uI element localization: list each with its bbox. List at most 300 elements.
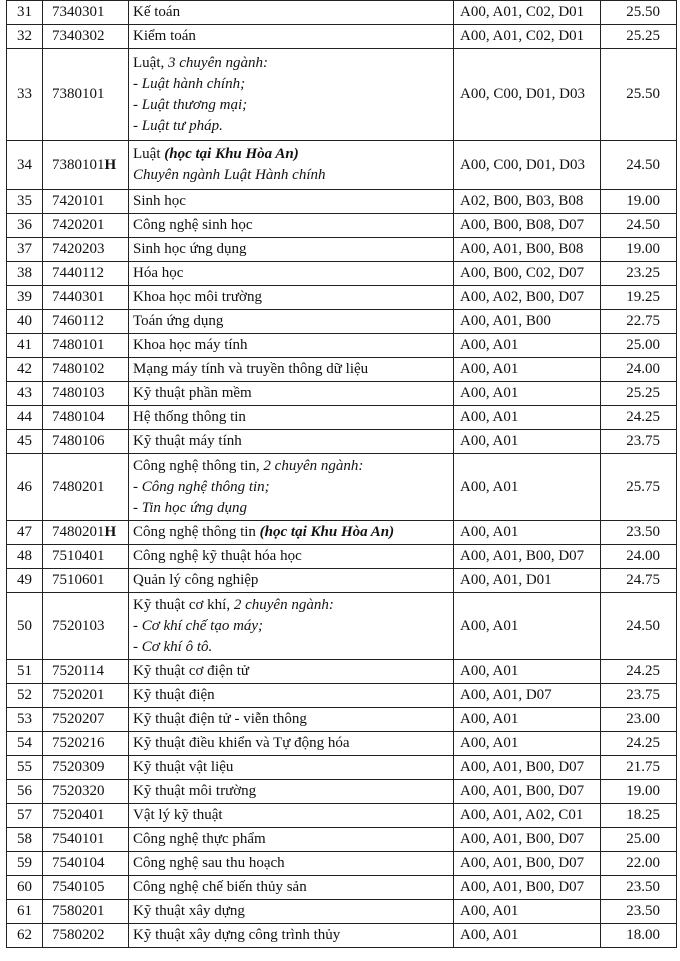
- major-code-cell: [43, 876, 129, 900]
- major-name-text: Toán ứng dụng: [133, 313, 224, 329]
- row-number: 46: [7, 454, 43, 521]
- subject-combinations: A00, A01, B00, D07: [454, 852, 601, 876]
- major-code: 7510401: [52, 548, 105, 564]
- major-name-line: [133, 570, 449, 591]
- major-name-text: Quản lý công nghiệp: [133, 572, 259, 588]
- table-row: [7, 876, 677, 900]
- subject-combinations: A00, A01, B00, D07: [454, 756, 601, 780]
- cutoff-score: 24.25: [601, 732, 677, 756]
- major-code-cell: [43, 49, 129, 141]
- row-number: 36: [7, 214, 43, 238]
- major-name-line: [133, 546, 449, 567]
- row-number: 35: [7, 190, 43, 214]
- major-code-cell: [43, 141, 129, 190]
- row-number: 52: [7, 684, 43, 708]
- major-name-text: - Cơ khí chế tạo máy;: [133, 617, 264, 634]
- table-row: [7, 310, 677, 334]
- subject-combinations: A00, A02, B00, D07: [454, 286, 601, 310]
- major-name-text: Công nghệ sinh học: [133, 217, 253, 233]
- major-code-cell: [43, 780, 129, 804]
- cutoff-score: 19.00: [601, 190, 677, 214]
- major-code-cell: [43, 732, 129, 756]
- major-name-cell: [129, 214, 454, 238]
- major-name-cell: [129, 334, 454, 358]
- row-number: 54: [7, 732, 43, 756]
- subject-combinations: A00, A01: [454, 358, 601, 382]
- major-code: 7440301: [52, 289, 105, 305]
- table-row: [7, 286, 677, 310]
- cutoff-score: 24.25: [601, 660, 677, 684]
- major-name-text: Khoa học môi trường: [133, 289, 262, 305]
- major-code: 7480201: [52, 524, 105, 540]
- major-name-cell: [129, 780, 454, 804]
- subject-combinations: A00, A01: [454, 660, 601, 684]
- table-row: [7, 454, 677, 521]
- cutoff-score: 22.00: [601, 852, 677, 876]
- subject-combinations: A00, A01: [454, 382, 601, 406]
- row-number: 38: [7, 262, 43, 286]
- subject-combinations: A00, B00, C02, D07: [454, 262, 601, 286]
- major-name-cell: [129, 358, 454, 382]
- major-code: 7510601: [52, 572, 105, 588]
- row-number: 47: [7, 521, 43, 545]
- major-name-cell: [129, 286, 454, 310]
- cutoff-score: 23.00: [601, 708, 677, 732]
- major-name-text: Luật,: [133, 54, 168, 71]
- cutoff-score: 24.75: [601, 569, 677, 593]
- major-name-line: [133, 431, 449, 452]
- subject-combinations: A00, A01, C02, D01: [454, 25, 601, 49]
- table-row: [7, 900, 677, 924]
- major-code-cell: [43, 684, 129, 708]
- cutoff-score: 24.50: [601, 593, 677, 660]
- major-name-line: [133, 74, 449, 95]
- major-name-cell: [129, 49, 454, 141]
- major-code: 7580202: [52, 927, 105, 943]
- major-name-line: [133, 477, 449, 498]
- row-number: 31: [7, 1, 43, 25]
- table-row: [7, 382, 677, 406]
- major-code: 7540105: [52, 879, 105, 895]
- major-code: 7520401: [52, 807, 105, 823]
- major-name-line: [133, 829, 449, 850]
- table-row: [7, 780, 677, 804]
- major-name-line: [133, 522, 449, 543]
- major-code-cell: [43, 190, 129, 214]
- row-number: 39: [7, 286, 43, 310]
- major-name-line: [133, 877, 449, 898]
- row-number: 59: [7, 852, 43, 876]
- major-name-text: Hóa học: [133, 265, 184, 281]
- subject-combinations: A00, A01, D07: [454, 684, 601, 708]
- major-code: 7520309: [52, 759, 105, 775]
- major-name-text: - Cơ khí ô tô.: [133, 638, 213, 655]
- major-name-text: (học tại Khu Hòa An): [259, 524, 395, 540]
- row-number: 42: [7, 358, 43, 382]
- major-name-cell: [129, 545, 454, 569]
- major-code-cell: [43, 900, 129, 924]
- cutoff-score: 19.00: [601, 238, 677, 262]
- major-code: 7520320: [52, 783, 105, 799]
- table-row: [7, 190, 677, 214]
- subject-combinations: A00, A01: [454, 924, 601, 948]
- major-code-cell: [43, 756, 129, 780]
- subject-combinations: A00, A01, B00, B08: [454, 238, 601, 262]
- major-name-text: Kỹ thuật phần mềm: [133, 385, 252, 401]
- table-row: [7, 852, 677, 876]
- row-number: 48: [7, 545, 43, 569]
- table-row: [7, 708, 677, 732]
- major-name-cell: [129, 684, 454, 708]
- row-number: 56: [7, 780, 43, 804]
- cutoff-score: 25.00: [601, 828, 677, 852]
- row-number: 44: [7, 406, 43, 430]
- major-name-line: [133, 661, 449, 682]
- major-name-text: Công nghệ thông tin,: [133, 457, 264, 474]
- cutoff-score: 21.75: [601, 756, 677, 780]
- table-row: [7, 238, 677, 262]
- major-name-cell: [129, 593, 454, 660]
- major-name-text: Kỹ thuật vật liệu: [133, 759, 234, 775]
- major-name-text: - Công nghệ thông tin;: [133, 478, 270, 495]
- row-number: 53: [7, 708, 43, 732]
- subject-combinations: A00, A01, D01: [454, 569, 601, 593]
- major-name-text: Sinh học: [133, 193, 186, 209]
- row-number: 51: [7, 660, 43, 684]
- table-row: [7, 430, 677, 454]
- major-name-text: Kỹ thuật cơ khí,: [133, 596, 234, 613]
- cutoff-score: 25.50: [601, 1, 677, 25]
- major-name-cell: [129, 238, 454, 262]
- row-number: 58: [7, 828, 43, 852]
- subject-combinations: A00, C00, D01, D03: [454, 49, 601, 141]
- cutoff-score: 22.75: [601, 310, 677, 334]
- major-name-text: 3 chuyên ngành:: [168, 54, 268, 71]
- subject-combinations: A00, A01, A02, C01: [454, 804, 601, 828]
- cutoff-score: 25.00: [601, 334, 677, 358]
- major-name-line: [133, 383, 449, 404]
- major-code: 7540104: [52, 855, 105, 871]
- major-code: 7480103: [52, 385, 105, 401]
- major-code-cell: [43, 569, 129, 593]
- major-code: 7580201: [52, 903, 105, 919]
- major-name-line: [133, 757, 449, 778]
- major-code-cell: [43, 660, 129, 684]
- major-code: 7480104: [52, 409, 105, 425]
- major-code: 7520207: [52, 711, 105, 727]
- major-code-cell: [43, 828, 129, 852]
- major-name-text: Khoa học máy tính: [133, 337, 248, 353]
- cutoff-score: 24.50: [601, 214, 677, 238]
- major-code: 7440112: [52, 265, 104, 281]
- major-name-line: [133, 53, 449, 74]
- major-code-cell: [43, 852, 129, 876]
- major-code-cell: [43, 593, 129, 660]
- major-name-cell: [129, 430, 454, 454]
- major-code: 7460112: [52, 313, 104, 329]
- major-code: 7520114: [52, 663, 104, 679]
- major-code: 7340302: [52, 28, 105, 44]
- major-code-cell: [43, 454, 129, 521]
- subject-combinations: A00, A01, C02, D01: [454, 1, 601, 25]
- cutoff-score: 25.25: [601, 382, 677, 406]
- major-name-cell: [129, 732, 454, 756]
- cutoff-score: 24.25: [601, 406, 677, 430]
- major-name-text: Kỹ thuật môi trường: [133, 783, 257, 799]
- major-name-text: Vật lý kỹ thuật: [133, 807, 223, 823]
- major-name-text: Kỹ thuật cơ điện tử: [133, 663, 250, 679]
- table-row: [7, 593, 677, 660]
- table-row: [7, 756, 677, 780]
- major-name-text: Công nghệ sau thu hoạch: [133, 855, 285, 871]
- major-name-line: [133, 616, 449, 637]
- major-code: 7520201: [52, 687, 105, 703]
- major-name-cell: [129, 804, 454, 828]
- major-name-line: [133, 456, 449, 477]
- major-code-cell: [43, 238, 129, 262]
- major-name-line: [133, 26, 449, 47]
- cutoff-score: 24.00: [601, 545, 677, 569]
- major-name-text: Công nghệ thực phẩm: [133, 831, 266, 847]
- subject-combinations: A00, A01, B00, D07: [454, 780, 601, 804]
- major-name-text: Luật: [133, 146, 165, 162]
- major-code-suffix: H: [104, 524, 117, 540]
- major-code: 7380101: [52, 156, 105, 173]
- row-number: 37: [7, 238, 43, 262]
- major-name-text: Kỹ thuật xây dựng công trình thủy: [133, 927, 341, 943]
- major-name-text: - Luật thương mại;: [133, 96, 248, 113]
- major-code-cell: [43, 262, 129, 286]
- major-name-cell: [129, 141, 454, 190]
- major-name-line: [133, 733, 449, 754]
- major-name-cell: [129, 382, 454, 406]
- admission-score-table: [6, 0, 677, 948]
- major-name-cell: [129, 190, 454, 214]
- major-name-line: [133, 144, 449, 165]
- cutoff-score: 23.50: [601, 521, 677, 545]
- major-code: 7420201: [52, 217, 105, 233]
- subject-combinations: A00, A01: [454, 732, 601, 756]
- cutoff-score: 23.75: [601, 684, 677, 708]
- table-row: [7, 732, 677, 756]
- table-row: [7, 804, 677, 828]
- major-name-cell: [129, 660, 454, 684]
- major-code: 7540101: [52, 831, 105, 847]
- cutoff-score: 23.25: [601, 262, 677, 286]
- table-row: [7, 25, 677, 49]
- major-name-line: [133, 239, 449, 260]
- table-row: [7, 660, 677, 684]
- major-name-line: [133, 781, 449, 802]
- table-row: [7, 141, 677, 190]
- table-body: [7, 1, 677, 948]
- cutoff-score: 24.00: [601, 358, 677, 382]
- table-row: [7, 334, 677, 358]
- cutoff-score: 18.00: [601, 924, 677, 948]
- major-name-line: [133, 685, 449, 706]
- subject-combinations: A00, A01: [454, 454, 601, 521]
- major-name-cell: [129, 406, 454, 430]
- major-name-line: [133, 165, 449, 186]
- major-name-text: - Luật hành chính;: [133, 75, 246, 92]
- table-row: [7, 684, 677, 708]
- major-name-cell: [129, 828, 454, 852]
- major-code-cell: [43, 310, 129, 334]
- major-name-text: Công nghệ kỹ thuật hóa học: [133, 548, 302, 564]
- major-name-line: [133, 95, 449, 116]
- major-name-text: Kiểm toán: [133, 28, 196, 44]
- row-number: 40: [7, 310, 43, 334]
- major-name-text: Công nghệ chế biến thủy sản: [133, 879, 307, 895]
- major-name-line: [133, 595, 449, 616]
- major-code: 7480201: [52, 478, 105, 495]
- row-number: 62: [7, 924, 43, 948]
- major-name-line: [133, 901, 449, 922]
- major-name-cell: [129, 310, 454, 334]
- major-name-text: Kỹ thuật điện tử - viễn thông: [133, 711, 307, 727]
- major-name-cell: [129, 521, 454, 545]
- major-code-cell: [43, 406, 129, 430]
- major-code: 7340301: [52, 4, 105, 20]
- subject-combinations: A00, A01: [454, 334, 601, 358]
- major-code-cell: [43, 430, 129, 454]
- major-name-line: [133, 287, 449, 308]
- major-code: 7520103: [52, 617, 105, 634]
- major-code: 7520216: [52, 735, 105, 751]
- table-row: [7, 545, 677, 569]
- subject-combinations: A00, A01: [454, 406, 601, 430]
- major-name-text: Kế toán: [133, 4, 181, 20]
- major-name-cell: [129, 1, 454, 25]
- major-name-line: [133, 709, 449, 730]
- table-row: [7, 406, 677, 430]
- major-code-cell: [43, 25, 129, 49]
- major-code: 7380101: [52, 86, 105, 102]
- major-name-cell: [129, 569, 454, 593]
- major-name-cell: [129, 852, 454, 876]
- major-code-cell: [43, 286, 129, 310]
- table-row: [7, 828, 677, 852]
- major-name-line: [133, 853, 449, 874]
- major-code: 7480102: [52, 361, 105, 377]
- major-name-cell: [129, 876, 454, 900]
- table-row: [7, 358, 677, 382]
- major-code-cell: [43, 521, 129, 545]
- cutoff-score: 23.50: [601, 876, 677, 900]
- cutoff-score: 25.25: [601, 25, 677, 49]
- subject-combinations: A00, A01, B00, D07: [454, 545, 601, 569]
- cutoff-score: 19.25: [601, 286, 677, 310]
- major-name-text: Mạng máy tính và truyền thông dữ liệu: [133, 361, 369, 377]
- major-code: 7480106: [52, 433, 105, 449]
- subject-combinations: A00, A01: [454, 521, 601, 545]
- major-name-cell: [129, 900, 454, 924]
- major-code: 7420203: [52, 241, 105, 257]
- major-code-cell: [43, 334, 129, 358]
- major-code-cell: [43, 545, 129, 569]
- cutoff-score: 25.75: [601, 454, 677, 521]
- subject-combinations: A00, B00, B08, D07: [454, 214, 601, 238]
- major-code-cell: [43, 382, 129, 406]
- cutoff-score: 24.50: [601, 141, 677, 190]
- major-name-line: [133, 407, 449, 428]
- row-number: 60: [7, 876, 43, 900]
- table-row: [7, 214, 677, 238]
- cutoff-score: 19.00: [601, 780, 677, 804]
- major-name-text: Sinh học ứng dụng: [133, 241, 247, 257]
- subject-combinations: A00, C00, D01, D03: [454, 141, 601, 190]
- major-name-text: Kỹ thuật xây dựng: [133, 903, 245, 919]
- major-name-line: [133, 359, 449, 380]
- table-row: [7, 924, 677, 948]
- major-code-cell: [43, 214, 129, 238]
- major-name-text: Kỹ thuật điện: [133, 687, 215, 703]
- major-name-text: 2 chuyên ngành:: [233, 596, 334, 613]
- major-name-cell: [129, 454, 454, 521]
- major-name-text: Công nghệ thông tin: [133, 524, 260, 540]
- subject-combinations: A00, A01, B00, D07: [454, 828, 601, 852]
- subject-combinations: A00, A01, B00, D07: [454, 876, 601, 900]
- major-name-line: [133, 191, 449, 212]
- major-name-text: Hệ thống thông tin: [133, 409, 246, 425]
- major-name-line: [133, 2, 449, 23]
- major-code: 7480101: [52, 337, 105, 353]
- major-code-suffix: H: [104, 156, 117, 173]
- major-name-cell: [129, 25, 454, 49]
- subject-combinations: A00, A01: [454, 430, 601, 454]
- major-name-line: [133, 263, 449, 284]
- major-name-line: [133, 215, 449, 236]
- cutoff-score: 25.50: [601, 49, 677, 141]
- major-name-cell: [129, 924, 454, 948]
- major-name-line: [133, 116, 449, 137]
- table-row: [7, 1, 677, 25]
- major-name-text: 2 chuyên ngành:: [263, 457, 364, 474]
- table-row: [7, 521, 677, 545]
- row-number: 45: [7, 430, 43, 454]
- major-name-line: [133, 925, 449, 946]
- major-name-cell: [129, 262, 454, 286]
- cutoff-score: 23.75: [601, 430, 677, 454]
- major-code: 7420101: [52, 193, 105, 209]
- major-code-cell: [43, 1, 129, 25]
- major-name-text: Kỹ thuật máy tính: [133, 433, 242, 449]
- row-number: 43: [7, 382, 43, 406]
- major-name-text: Kỹ thuật điều khiển và Tự động hóa: [133, 735, 350, 751]
- major-name-text: (học tại Khu Hòa An): [164, 146, 299, 162]
- major-code-cell: [43, 708, 129, 732]
- major-name-line: [133, 335, 449, 356]
- major-name-line: [133, 498, 449, 519]
- row-number: 33: [7, 49, 43, 141]
- subject-combinations: A00, A01: [454, 593, 601, 660]
- row-number: 50: [7, 593, 43, 660]
- subject-combinations: A00, A01, B00: [454, 310, 601, 334]
- subject-combinations: A00, A01: [454, 708, 601, 732]
- cutoff-score: 18.25: [601, 804, 677, 828]
- major-code-cell: [43, 804, 129, 828]
- row-number: 61: [7, 900, 43, 924]
- major-name-cell: [129, 756, 454, 780]
- row-number: 57: [7, 804, 43, 828]
- major-name-text: - Luật tư pháp.: [133, 117, 223, 134]
- row-number: 55: [7, 756, 43, 780]
- table-row: [7, 569, 677, 593]
- cutoff-score: 23.50: [601, 900, 677, 924]
- table-row: [7, 262, 677, 286]
- major-name-line: [133, 805, 449, 826]
- major-name-text: - Tin học ứng dụng: [133, 499, 248, 516]
